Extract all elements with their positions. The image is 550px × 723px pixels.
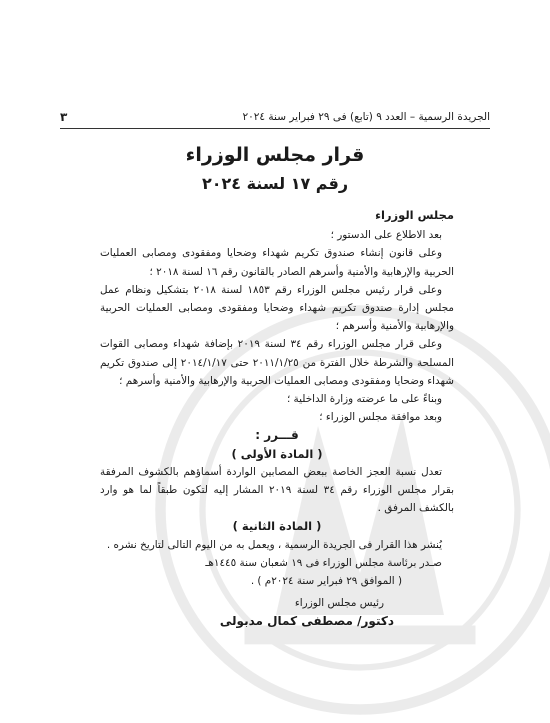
preamble-line: وعلى قرار مجلس الوزراء رقم ٣٤ لسنة ٢٠١٩ بإضافة شهداء ومصابى القوات المسلحة والشرطة خلال الفترة من ٢٠١١/١/٢٥ حتى ٢٠١٤/١/١٧ إلى صندوق تكريم شهداء وضحايا ومفقودى ومصابى العمليات الحربية والإرهابية والأمنية وأسرهم ؛ (100, 338, 454, 387)
article2-text: يُنشر هذا القرار فى الجريدة الرسمية ، ويعمل به من اليوم التالى لتاريخ نشره . (106, 538, 442, 551)
gazette-header (60, 108, 490, 126)
gazette-line: الجريدة الرسمية – العدد ٩ (تابع) فى ٢٩ فبراير سنة ٢٠٢٤ (242, 111, 490, 123)
article2-heading: ( المادة الثانية ) (232, 519, 322, 534)
issued-line: صـدر برئاسة مجلس الوزراء فى ١٩ شعبان سنة ١٤٤٥هـ (205, 556, 442, 569)
signatory-title: رئيس مجلس الوزراء (294, 597, 384, 610)
signatory-name: دكتور/ مصطفى كمال مدبولى (219, 614, 394, 629)
issuer-label: مجلس الوزراء (375, 208, 454, 222)
page-number: ٣ (60, 110, 68, 124)
decided-heading: قـــرر : (255, 428, 299, 443)
equivalent-date: ( الموافق ٢٩ فبراير سنة ٢٠٢٤م ) . (250, 575, 402, 588)
preamble-line: وعلى قرار رئيس مجلس الوزراء رقم ١٨٥٣ لسنة ٢٠١٨ بتشكيل ونظام عمل مجلس إدارة صندوق تكريم شهداء وضحايا ومفقودى ومصابى العمليات الحربية والإرهابية والأمنية وأسرهم ؛ (100, 283, 454, 333)
preamble-line: وبناءً على ما عرضته وزارة الداخلية ؛ (286, 393, 442, 406)
article1-heading: ( المادة الأولى ) (231, 446, 323, 461)
preamble-line: بعد الاطلاع على الدستور ؛ (330, 229, 442, 242)
article1-text: تعدل نسبة العجز الخاصة ببعض المصابين الواردة أسماؤهم بالكشوف المرفقة بقرار مجلس الوزراء رقم ٣٤ لسنة ٢٠١٩ المشار إليه لتكون طبقاً لما هو وارد بالكشف المرفق . (100, 465, 454, 515)
document-title: قرار مجلس الوزراء (185, 144, 365, 166)
header-divider (60, 128, 490, 129)
decree-number: رقم ١٧ لسنة ٢٠٢٤ (201, 174, 349, 193)
preamble-line: وعلى قانون إنشاء صندوق تكريم شهداء وضحايا ومفقودى ومصابى العمليات الحربية والإرهابية والأمنية وأسرهم الصادر بالقانون رقم ١٦ لسنة ٢٠١٨ ؛ (100, 247, 454, 278)
decree-body (100, 206, 454, 631)
preamble-line: وبعد موافقة مجلس الوزراء ؛ (319, 411, 442, 424)
